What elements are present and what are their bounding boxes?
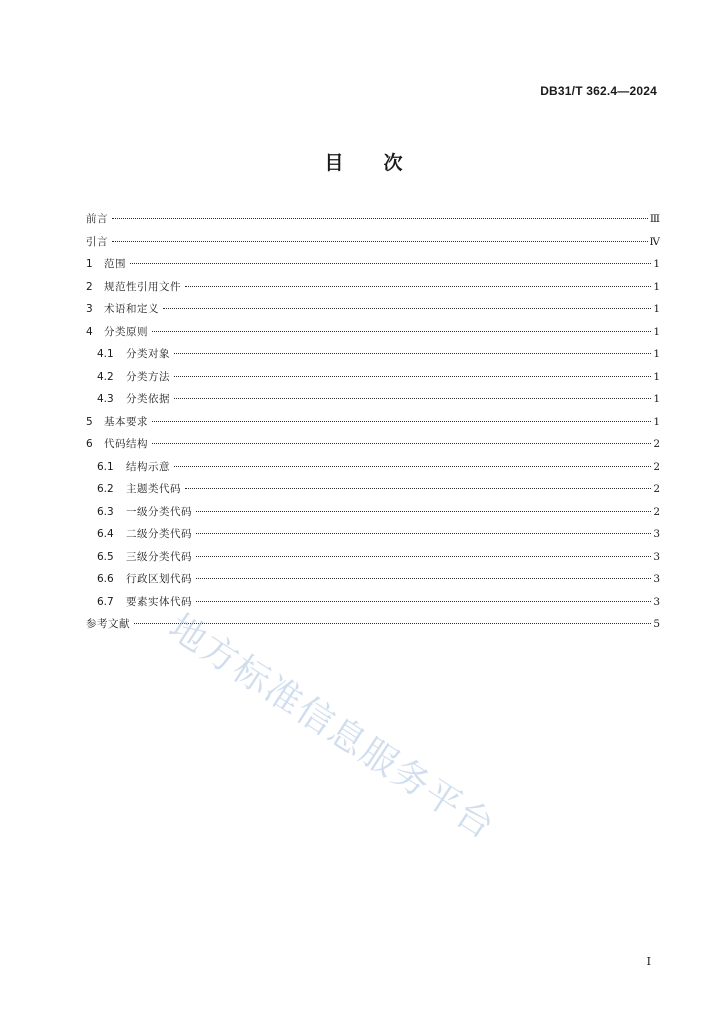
toc-entry-number: 6.3	[97, 505, 114, 518]
toc-dot-leader	[196, 600, 651, 602]
toc-entry[interactable]	[86, 478, 660, 501]
document-code: DB31/T 362.4—2024	[540, 84, 657, 98]
toc-entry-number: 6.7	[97, 595, 114, 608]
toc-entry-title: 二级分类代码	[126, 528, 192, 540]
toc-entry-page: Ⅲ	[649, 213, 660, 225]
toc-dot-leader	[196, 532, 651, 534]
toc-entry[interactable]	[86, 366, 660, 389]
toc-entry[interactable]	[86, 253, 660, 276]
toc-dot-leader	[130, 262, 651, 264]
toc-entry-page: 5	[653, 618, 660, 630]
toc-dot-leader	[174, 397, 651, 399]
toc-entry-page: 1	[653, 280, 660, 293]
page-number: I	[646, 955, 651, 968]
toc-entry[interactable]	[86, 321, 660, 344]
toc-entry-title: 参考文献	[86, 618, 130, 630]
toc-entry[interactable]	[86, 501, 660, 524]
toc-entry-title: 结构示意	[126, 460, 170, 473]
toc-entry[interactable]	[86, 568, 660, 591]
toc-entry-page: 3	[653, 595, 660, 608]
toc-dot-leader	[174, 352, 651, 354]
toc-entry-number: 1	[86, 258, 93, 270]
toc-dot-leader	[185, 285, 651, 287]
toc-entry[interactable]	[86, 276, 660, 299]
toc-dot-leader	[196, 555, 651, 557]
toc-entry[interactable]	[86, 208, 660, 231]
toc-entry-title: 范围	[104, 258, 126, 270]
toc-entry-page: 1	[653, 393, 660, 405]
toc-entry[interactable]	[86, 298, 660, 321]
page-title: 目次	[324, 152, 443, 174]
toc-entry-number: 6.5	[97, 550, 114, 563]
toc-entry-page: 1	[653, 348, 660, 360]
toc-entry-title: 分类依据	[126, 393, 170, 405]
toc-entry-page: 3	[653, 573, 660, 585]
toc-entry-title: 术语和定义	[104, 303, 159, 315]
toc-entry[interactable]	[86, 523, 660, 546]
toc-dot-leader	[174, 375, 651, 377]
toc-entry-page: 2	[653, 483, 660, 495]
toc-entry-title: 规范性引用文件	[104, 280, 181, 293]
toc-entry-number: 6.6	[97, 573, 114, 585]
toc-entry[interactable]	[86, 231, 660, 254]
toc-entry-number: 6.4	[97, 528, 114, 540]
toc-entry-page: 1	[653, 325, 660, 338]
toc-dot-leader	[196, 577, 651, 579]
toc-entry-title: 行政区划代码	[126, 573, 192, 585]
toc-entry-title: 三级分类代码	[126, 550, 192, 563]
toc-dot-leader	[174, 465, 651, 467]
toc-entry-number: 4.2	[97, 370, 114, 383]
toc-entry-number: 4.3	[97, 393, 114, 405]
toc-entry-title: 代码结构	[104, 438, 148, 450]
toc-dot-leader	[152, 330, 651, 332]
toc-entry-number: 2	[86, 280, 93, 293]
toc-entry-page: 3	[653, 550, 660, 563]
toc-entry-number: 4	[86, 325, 93, 338]
toc-dot-leader	[152, 420, 651, 422]
toc-entry-title: 分类原则	[104, 325, 148, 338]
toc-entry[interactable]	[86, 411, 660, 434]
toc-entry-title: 前言	[86, 213, 108, 225]
toc-dot-leader	[134, 622, 651, 624]
toc-entry-title: 一级分类代码	[126, 505, 192, 518]
toc-entry[interactable]	[86, 388, 660, 411]
toc-entry-number: 6.2	[97, 483, 114, 495]
toc-entry-number: 4.1	[97, 348, 114, 360]
toc-entry[interactable]	[86, 343, 660, 366]
toc-dot-leader	[196, 510, 651, 512]
toc-dot-leader	[185, 487, 651, 489]
toc-entry-title: 主题类代码	[126, 483, 181, 495]
toc-entry[interactable]	[86, 456, 660, 479]
toc-entry-title: 要素实体代码	[126, 595, 192, 608]
toc-entry[interactable]	[86, 591, 660, 614]
toc-dot-leader	[163, 307, 651, 309]
toc-entry-page: 1	[653, 370, 660, 383]
toc-entry-title: 分类方法	[126, 370, 170, 383]
toc-entry-number: 3	[86, 303, 93, 315]
toc-entry-page: 2	[653, 460, 660, 473]
toc-entry-title: 引言	[86, 235, 108, 248]
toc-entry-page: 1	[653, 415, 660, 428]
toc-dot-leader	[112, 240, 648, 242]
toc-dot-leader	[112, 217, 648, 219]
toc-dot-leader	[152, 442, 651, 444]
toc-entry-number: 6	[86, 438, 93, 450]
toc-entry-number: 5	[86, 415, 93, 428]
table-of-contents	[86, 208, 660, 636]
toc-entry-page: 1	[653, 303, 660, 315]
toc-entry[interactable]	[86, 546, 660, 569]
toc-entry-title: 分类对象	[126, 348, 170, 360]
toc-entry-page: 2	[653, 438, 660, 450]
watermark: 地方标准信息服务平台	[161, 606, 503, 849]
toc-entry-page: 1	[653, 258, 660, 270]
toc-entry-number: 6.1	[97, 460, 114, 473]
toc-entry-page: 2	[653, 505, 660, 518]
toc-entry[interactable]	[86, 613, 660, 636]
toc-entry-title: 基本要求	[104, 415, 148, 428]
toc-entry-page: 3	[653, 528, 660, 540]
toc-entry[interactable]	[86, 433, 660, 456]
toc-entry-page: Ⅳ	[649, 235, 660, 248]
